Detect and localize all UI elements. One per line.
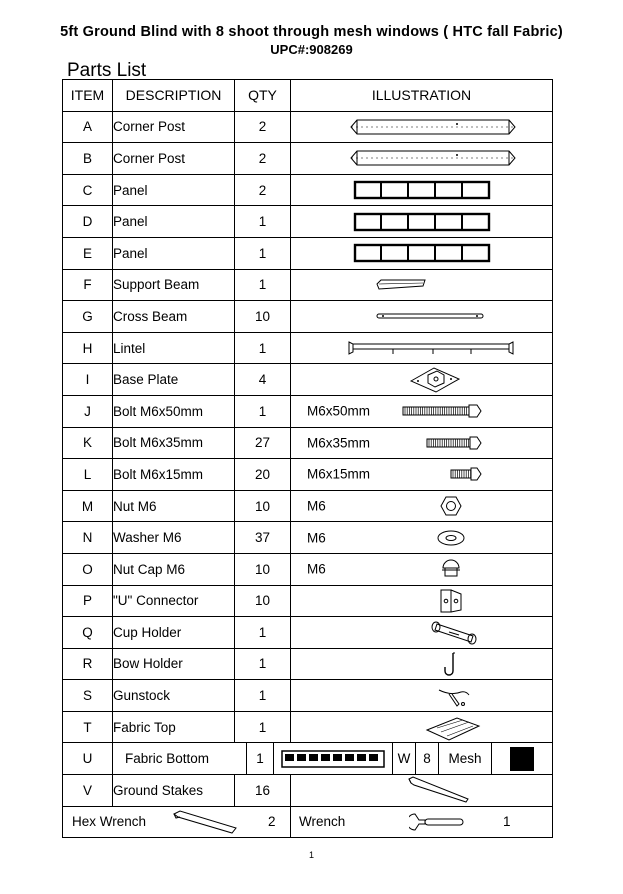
part-description: Cross Beam [113,301,235,333]
corner-post-icon [291,146,552,170]
part-description: Bolt M6x15mm [113,459,235,491]
table-row [63,617,553,649]
table-row [63,775,553,807]
gunstock-icon [291,682,552,710]
part-description: Nut M6 [113,490,235,522]
table-row [63,395,553,427]
item-letter: L [63,459,113,491]
illustration-label: M6 [307,530,326,546]
illustration-column-header: ILLUSTRATION [291,80,553,112]
panel-icon [291,242,552,264]
table-row [63,711,553,743]
part-qty: 2 [235,143,291,175]
part-qty: 16 [235,775,291,807]
table-row [63,111,553,143]
part-qty: 37 [235,522,291,554]
illustration-cell [291,680,553,712]
panel-icon [291,179,552,201]
wrench-label: Wrench [299,814,346,830]
illustration-cell [291,174,553,206]
item-letter: E [63,237,113,269]
part-description: Base Plate [113,364,235,396]
item-letter: K [63,427,113,459]
part-qty: 2 [235,111,291,143]
illustration-cell [291,395,553,427]
table-row [63,206,553,238]
illustration-cell [291,364,553,396]
u-connector-icon [291,586,552,616]
panel-icon [291,211,552,233]
table-row [63,648,553,680]
part-qty: 1 [235,395,291,427]
table-row [63,490,553,522]
wrench-qty: 1 [503,814,511,830]
table-row [63,237,553,269]
item-letter: R [63,648,113,680]
item-letter: P [63,585,113,617]
illustration-label: M6x35mm [307,435,371,451]
part-qty: 1 [235,269,291,301]
part-description: Panel [113,237,235,269]
mesh-label: Mesh [439,743,492,774]
mesh-swatch-icon [492,747,552,771]
part-description: Washer M6 [113,522,235,554]
illustration-cell [291,143,553,175]
hex-wrench-icon [172,808,242,836]
illustration-cell [291,490,553,522]
w-qty: 8 [416,743,439,774]
item-letter: Q [63,617,113,649]
table-row [63,143,553,175]
table-row [63,680,553,712]
item-letter: T [63,711,113,743]
illustration-cell [291,553,553,585]
part-description: Nut Cap M6 [113,553,235,585]
wrench-cell [291,806,553,838]
table-header-row [63,80,553,112]
table-row [63,364,553,396]
fabric-bottom-cell [113,743,553,775]
fabric-bottom-qty: 1 [256,751,264,767]
part-description: "U" Connector [113,585,235,617]
upc-code: UPC#:908269 [270,42,353,57]
illustration-cell [291,301,553,333]
item-letter: F [63,269,113,301]
cross-beam-icon [291,308,552,324]
hex-wrench-qty: 2 [268,814,276,830]
part-qty: 4 [235,364,291,396]
page-number: 1 [308,850,314,860]
illustration-cell [291,206,553,238]
illustration-label: M6 [307,498,326,514]
part-description: Bow Holder [113,648,235,680]
illustration-cell [291,648,553,680]
part-description: Bolt M6x35mm [113,427,235,459]
item-letter: U [63,743,113,775]
item-letter: V [63,775,113,807]
table-row [63,806,553,838]
part-qty: 1 [235,711,291,743]
base-plate-icon [291,365,552,395]
part-qty: 10 [235,585,291,617]
w-label: W [393,743,416,774]
illustration-label: M6 [307,561,326,577]
washer-icon [291,528,552,548]
item-column-header: ITEM [63,80,113,112]
fabric-bottom-description: Fabric Bottom [113,743,247,774]
illustration-cell [291,617,553,649]
item-letter: S [63,680,113,712]
illustration-cell [291,585,553,617]
table-row [63,743,553,775]
table-row [63,459,553,491]
hex-wrench-cell [63,806,291,838]
table-row [63,332,553,364]
wrench-icon [409,810,469,834]
item-letter: H [63,332,113,364]
illustration-label: M6x50mm [307,403,371,419]
nut-icon [291,493,552,519]
table-row [63,269,553,301]
illustration-cell [291,111,553,143]
cup-holder-icon [291,618,552,646]
part-description: Ground Stakes [113,775,235,807]
part-description: Support Beam [113,269,235,301]
parts-table [62,79,553,838]
table-row [63,301,553,333]
fabric-bottom-icon [273,743,393,774]
part-description: Lintel [113,332,235,364]
support-beam-icon [291,275,552,295]
part-qty: 2 [235,174,291,206]
qty-column-header: QTY [235,80,291,112]
table-row [63,174,553,206]
description-column-header: DESCRIPTION [113,80,235,112]
corner-post-icon [291,115,552,139]
part-qty: 1 [235,617,291,649]
ground-stake-icon [291,775,553,807]
part-qty: 10 [235,490,291,522]
part-qty: 1 [235,237,291,269]
part-description: Corner Post [113,143,235,175]
parts-table-footer [63,743,553,838]
table-row [63,522,553,554]
item-letter: J [63,395,113,427]
item-letter: O [63,553,113,585]
illustration-cell [291,459,553,491]
part-qty: 20 [235,459,291,491]
illustration-label: M6x15mm [307,466,371,482]
part-description: Gunstock [113,680,235,712]
parts-table-body [63,111,553,743]
item-letter: M [63,490,113,522]
part-qty: 1 [235,648,291,680]
part-qty: 1 [235,680,291,712]
part-description: Panel [113,206,235,238]
illustration-cell [291,269,553,301]
bow-holder-icon [291,649,552,679]
part-qty: 10 [235,301,291,333]
part-description: Corner Post [113,111,235,143]
part-qty: 1 [235,206,291,238]
item-letter: C [63,174,113,206]
fabric-top-icon [291,712,552,742]
hex-wrench-label: Hex Wrench [72,814,147,830]
part-description: Fabric Top [113,711,235,743]
illustration-cell [291,711,553,743]
item-letter: B [63,143,113,175]
part-description: Bolt M6x50mm [113,395,235,427]
table-row [63,585,553,617]
illustration-cell [291,522,553,554]
item-letter: A [63,111,113,143]
table-row [63,427,553,459]
part-qty: 27 [235,427,291,459]
item-letter: N [63,522,113,554]
parts-list-heading: Parts List [67,60,147,81]
item-letter: D [63,206,113,238]
nut-cap-icon [291,556,552,582]
lintel-icon [291,338,552,358]
part-description: Panel [113,174,235,206]
document-title: 5ft Ground Blind with 8 shoot through mesh windows ( HTC fall Fabric) [60,24,563,40]
part-description: Cup Holder [113,617,235,649]
part-qty: 1 [235,332,291,364]
table-row [63,553,553,585]
part-qty: 10 [235,553,291,585]
illustration-cell [291,427,553,459]
illustration-cell [291,237,553,269]
item-letter: G [63,301,113,333]
illustration-cell [291,332,553,364]
item-letter: I [63,364,113,396]
